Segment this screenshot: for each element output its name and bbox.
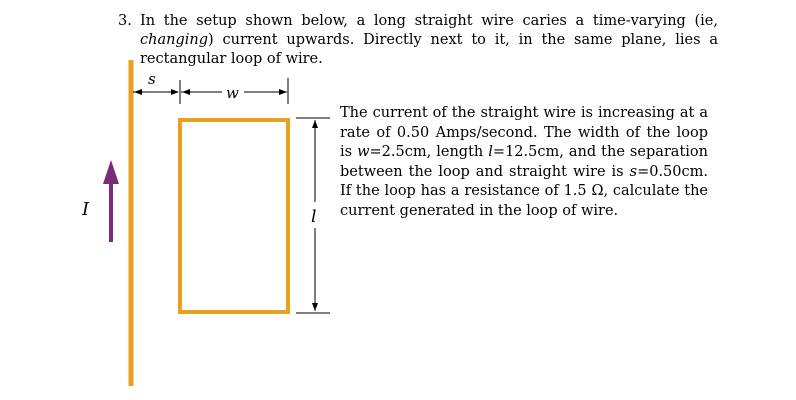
problem-number: 3.: [118, 13, 132, 29]
separation-dimension: [133, 70, 180, 104]
width-arrowhead-left: [182, 89, 190, 95]
var-s: s: [629, 163, 638, 180]
width-arrowhead-right: [279, 89, 287, 95]
intro-text-1: In the setup shown below, a long straight wire caries a time-varying (ie,: [140, 13, 718, 29]
current-arrow-head: [103, 160, 119, 184]
intro-text-2: ) current upwards. Directly next to it, in the same plane, lies a rectangular loop of wire.: [140, 32, 718, 67]
var-l: l: [488, 144, 493, 160]
separation-arrowhead-left: [134, 89, 142, 95]
separation-label: s: [148, 70, 156, 88]
intro-emphasis: changing: [140, 32, 208, 48]
var-w: w: [357, 144, 370, 160]
length-label: l: [311, 207, 317, 227]
width-dimension: [181, 78, 288, 104]
details-text-2: =2.5cm, length: [369, 144, 489, 160]
width-label: w: [226, 84, 239, 102]
length-arrowhead-top: [312, 120, 318, 128]
length-dimension: [296, 118, 330, 313]
separation-arrowhead-right: [171, 89, 179, 95]
details-text-1: The current of the straight wire is increasing at a rate of 0.50 Amps/second. The width of the loop is: [340, 105, 708, 160]
length-arrowhead-bottom: [312, 303, 318, 311]
details-text-3: =12.5cm, and the separation between the loop and straight wire is: [340, 144, 708, 180]
current-label: I: [82, 199, 90, 220]
details-text-4: =0.50cm. If the loop has a resistance of 1.5 Ω, calculate the current generated in the loop of wire.: [340, 163, 708, 219]
problem-details: [340, 104, 708, 221]
rectangular-loop: [180, 120, 288, 312]
